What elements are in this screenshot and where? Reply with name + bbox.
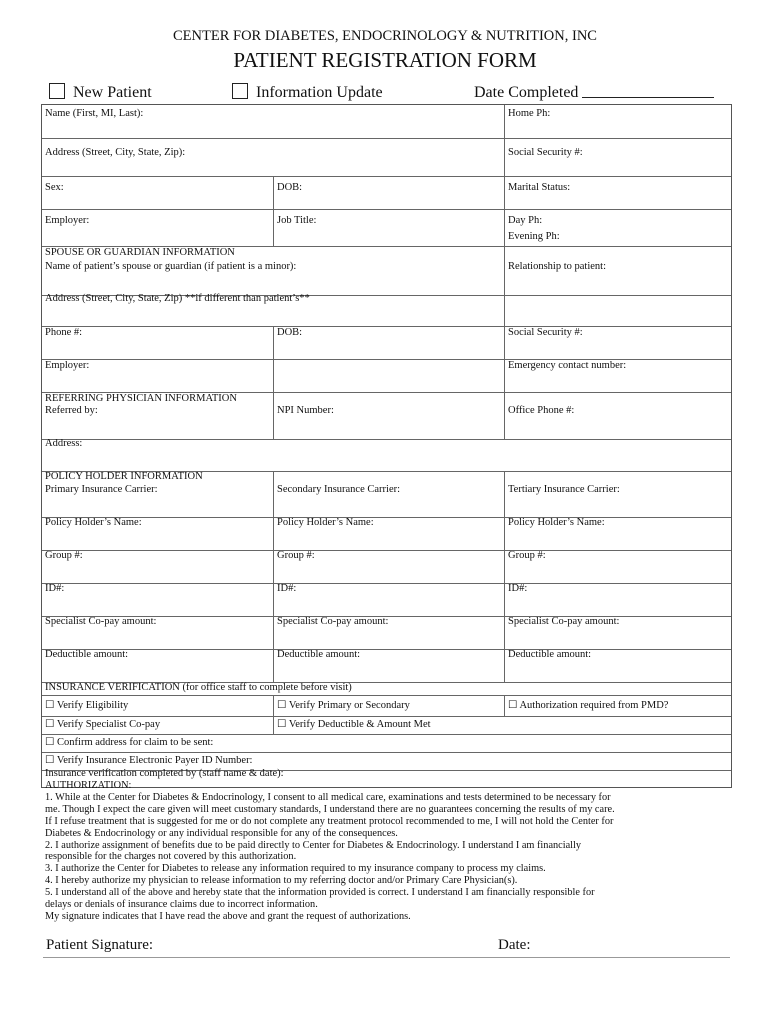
- patient-name-field[interactable]: Name (First, MI, Last):: [45, 108, 144, 119]
- authorization-line: delays or denials of insurance claims due to incorrect information.: [45, 899, 318, 911]
- referring-section-heading: REFERRING PHYSICIAN INFORMATION: [45, 393, 237, 404]
- new-patient-label: New Patient: [73, 84, 152, 101]
- verify-primary-secondary-checkbox[interactable]: ☐ Verify Primary or Secondary: [277, 700, 410, 711]
- authorization-line: If I refuse treatment that is suggested for me or do not complete any treatment protocol recommended to me, I will not hold the Center for: [45, 815, 614, 827]
- column-divider: [504, 105, 505, 246]
- authorization-line: 4. I hereby authorize my physician to release information to my referring doctor and/or Primary Care Physician(s).: [45, 875, 518, 887]
- column-divider: [273, 471, 274, 682]
- secondary-copay-field[interactable]: Specialist Co-pay amount:: [277, 616, 389, 627]
- authorization-heading: AUTHORIZATION:: [45, 780, 132, 791]
- spouse-ssn-field[interactable]: Social Security #:: [508, 327, 583, 338]
- referred-by-field[interactable]: Referred by:: [45, 405, 98, 416]
- day-phone-field[interactable]: Day Ph:: [508, 215, 543, 226]
- patient-signature-field[interactable]: Patient Signature:: [46, 937, 154, 953]
- row-divider: [42, 138, 731, 139]
- verify-eligibility-checkbox[interactable]: ☐ Verify Eligibility: [45, 700, 129, 711]
- primary-id-field[interactable]: ID#:: [45, 583, 65, 594]
- npi-number-field[interactable]: NPI Number:: [277, 405, 334, 416]
- secondary-deductible-field[interactable]: Deductible amount:: [277, 649, 361, 660]
- primary-deductible-field[interactable]: Deductible amount:: [45, 649, 129, 660]
- signature-date-field[interactable]: Date:: [498, 937, 531, 953]
- row-divider: [42, 359, 731, 360]
- information-update-checkbox[interactable]: [232, 83, 248, 99]
- column-divider: [273, 326, 274, 392]
- primary-group-field[interactable]: Group #:: [45, 550, 83, 561]
- tertiary-carrier-field[interactable]: Tertiary Insurance Carrier:: [508, 484, 620, 495]
- authorization-line: My signature indicates that I have read the above and grant the request of authorizations.: [45, 910, 411, 922]
- row-divider: [42, 439, 731, 440]
- row-divider: [42, 734, 731, 735]
- new-patient-option[interactable]: [49, 83, 152, 102]
- authorization-line: 3. I authorize the Center for Diabetes to release any information required to my insurance company to process my claims.: [45, 863, 546, 875]
- date-completed-line[interactable]: [582, 83, 714, 98]
- secondary-id-field[interactable]: ID#:: [277, 583, 297, 594]
- spouse-employer-field[interactable]: Employer:: [45, 360, 90, 371]
- patient-ssn-field[interactable]: Social Security #:: [508, 147, 583, 158]
- authorization-line: Diabetes & Endocrinology or any individual responsible for any of the consequences.: [45, 827, 398, 839]
- row-divider: [42, 752, 731, 753]
- confirm-address-checkbox[interactable]: ☐ Confirm address for claim to be sent:: [45, 737, 214, 748]
- date-completed-label: Date Completed: [474, 84, 579, 101]
- tertiary-holder-name-field[interactable]: Policy Holder’s Name:: [508, 517, 605, 528]
- patient-address-field[interactable]: Address (Street, City, State, Zip):: [45, 147, 186, 158]
- row-divider: [42, 326, 731, 327]
- column-divider: [504, 695, 505, 716]
- row-divider: [42, 716, 731, 717]
- row-divider: [42, 695, 731, 696]
- secondary-group-field[interactable]: Group #:: [277, 550, 315, 561]
- date-completed-field[interactable]: [474, 83, 714, 102]
- patient-employer-field[interactable]: Employer:: [45, 215, 90, 226]
- authorization-line: 5. I understand all of the above and hereby state that the information provided is correct. I understand I am financially responsible for: [45, 887, 595, 899]
- home-phone-field[interactable]: Home Ph:: [508, 108, 551, 119]
- spouse-phone-field[interactable]: Phone #:: [45, 327, 83, 338]
- authorization-line: 2. I authorize assignment of benefits due to be paid directly to Center for Diabetes & Endocrinology. I understand I am financially: [45, 839, 582, 851]
- job-title-field[interactable]: Job Title:: [277, 215, 317, 226]
- row-divider: [42, 583, 731, 584]
- authorization-line: responsible for the charges not covered by this authorization.: [45, 851, 297, 863]
- verification-section-heading: INSURANCE VERIFICATION (for office staff to complete before visit): [45, 682, 352, 693]
- column-divider: [504, 471, 505, 682]
- policy-section-heading: POLICY HOLDER INFORMATION: [45, 471, 203, 482]
- patient-dob-field[interactable]: DOB:: [277, 182, 303, 193]
- row-divider: [42, 176, 731, 177]
- new-patient-checkbox[interactable]: [49, 83, 65, 99]
- row-divider: [42, 649, 731, 650]
- sex-field[interactable]: Sex:: [45, 182, 64, 193]
- verification-completed-by-field[interactable]: Insurance verification completed by (staff name & date):: [45, 768, 284, 779]
- marital-status-field[interactable]: Marital Status:: [508, 182, 571, 193]
- row-divider: [42, 550, 731, 551]
- registration-form-grid: [41, 104, 732, 788]
- form-title: PATIENT REGISTRATION FORM: [233, 48, 537, 72]
- referring-address-field[interactable]: Address:: [45, 438, 83, 449]
- column-divider: [504, 246, 505, 327]
- spouse-section-heading: SPOUSE OR GUARDIAN INFORMATION: [45, 247, 235, 258]
- authorization-line: 1. While at the Center for Diabetes & Endocrinology, I consent to all medical care, examinations and tests determined to be necessary for: [45, 791, 611, 803]
- spouse-address-field[interactable]: Address (Street, City, State, Zip) **if different than patient’s**: [45, 293, 310, 304]
- primary-holder-name-field[interactable]: Policy Holder’s Name:: [45, 517, 142, 528]
- tertiary-copay-field[interactable]: Specialist Co-pay amount:: [508, 616, 620, 627]
- authorization-line: me. Though I expect the care given will meet customary standards, I understand there are no guarantees concerning the results of my care.: [45, 803, 615, 815]
- relationship-field[interactable]: Relationship to patient:: [508, 261, 606, 272]
- column-divider: [273, 695, 274, 734]
- secondary-holder-name-field[interactable]: Policy Holder’s Name:: [277, 517, 374, 528]
- verify-deductible-checkbox[interactable]: ☐ Verify Deductible & Amount Met: [277, 719, 431, 730]
- organization-name: CENTER FOR DIABETES, ENDOCRINOLOGY & NUTRITION, INC: [173, 28, 597, 44]
- column-divider: [504, 326, 505, 392]
- verify-specialist-copay-checkbox[interactable]: ☐ Verify Specialist Co-pay: [45, 719, 161, 730]
- column-divider: [504, 392, 505, 439]
- verify-payer-id-checkbox[interactable]: ☐ Verify Insurance Electronic Payer ID Number:: [45, 755, 253, 766]
- tertiary-id-field[interactable]: ID#:: [508, 583, 528, 594]
- spouse-name-field[interactable]: Name of patient’s spouse or guardian (if patient is a minor):: [45, 261, 297, 272]
- row-divider: [42, 209, 731, 210]
- signature-line: [43, 957, 730, 958]
- tertiary-deductible-field[interactable]: Deductible amount:: [508, 649, 592, 660]
- spouse-dob-field[interactable]: DOB:: [277, 327, 303, 338]
- tertiary-group-field[interactable]: Group #:: [508, 550, 546, 561]
- column-divider: [273, 392, 274, 439]
- emergency-contact-field[interactable]: Emergency contact number:: [508, 360, 627, 371]
- office-phone-field[interactable]: Office Phone #:: [508, 405, 575, 416]
- authorization-section: [45, 780, 735, 923]
- evening-phone-field[interactable]: Evening Ph:: [508, 231, 560, 242]
- information-update-label: Information Update: [256, 84, 383, 101]
- primary-copay-field[interactable]: Specialist Co-pay amount:: [45, 616, 157, 627]
- secondary-carrier-field[interactable]: Secondary Insurance Carrier:: [277, 484, 401, 495]
- column-divider: [273, 176, 274, 246]
- row-divider: [42, 517, 731, 518]
- authorization-pmd-checkbox[interactable]: ☐ Authorization required from PMD?: [508, 700, 669, 711]
- primary-carrier-field[interactable]: Primary Insurance Carrier:: [45, 484, 158, 495]
- information-update-option[interactable]: [232, 83, 383, 102]
